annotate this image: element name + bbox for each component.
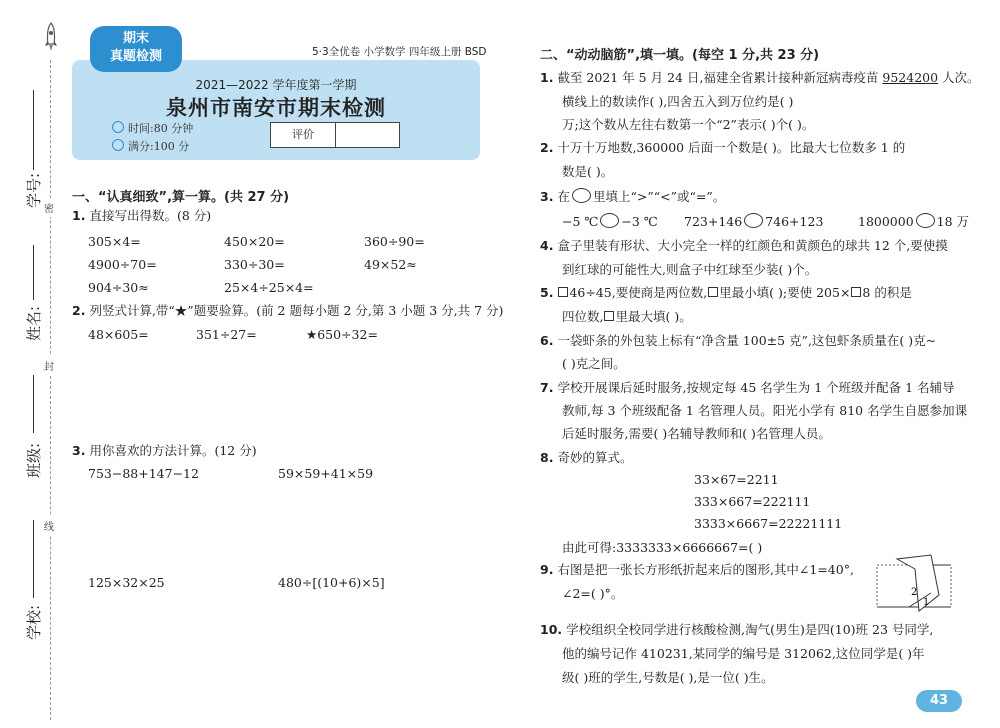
blank-square[interactable] [851,287,861,297]
p2-q10: 10. 学校组织全校同学进行核酸检测,淘气(男生)是四(10)班 23 号同学, [540,622,934,637]
exam-badge: 期末 真题检测 [90,26,182,72]
calc-item: 48×605= [88,327,149,342]
seal-word-mi: 密 [44,198,54,217]
compare-1: −5 ℃ −3 ℃ [562,214,658,229]
page-number: 43 [916,690,962,712]
p2-q10-line3: 级( )班的学生,号数是( ),是一位( )生。 [562,670,774,685]
p2-q8: 8. 奇妙的算式。 [540,450,633,465]
p2-q7-line2: 教师,每 3 个班级配备 1 名管理人员。阳光小学有 810 名学生自愿参加课 [562,403,968,418]
blank-circle[interactable] [572,188,591,203]
p2-q2: 2. 十万十万地数,360000 后面一个数是( )。比最大七位数多 1 的 [540,140,906,155]
calc-item: 59×59+41×59 [278,466,374,481]
p2-q6-line2: ( )克之间。 [562,356,626,371]
p2-q7-line3: 后延时服务,需要( )名辅导教师和( )名管理人员。 [562,426,831,441]
calc-item: 904÷30≈ [88,280,149,295]
school-year: 2021—2022 学年度第一学期 [195,78,357,92]
p2-q7: 7. 学校开展课后延时服务,按规定每 45 名学生为 1 个班级并配备 1 名辅导 [540,380,955,395]
check-icon [112,139,124,151]
clock-icon [112,121,124,133]
angle-1-label: 1 [923,597,930,608]
calc-item: 480÷[(10+6)×5] [278,575,385,590]
blank-square[interactable] [604,311,614,321]
blank-square[interactable] [558,287,568,297]
folded-paper-figure [875,553,955,613]
p2-q1-line3: 万;这个数从左往右数第一个“2”表示( )个( )。 [562,117,815,132]
calc-item: 330÷30= [224,257,285,272]
calc-item: 351÷27= [196,327,257,342]
equation: 333×667=222111 [694,494,811,509]
exam-time: 时间:80 分钟 [112,120,193,136]
evaluation-label: 评价 [271,123,336,147]
binding-margin [0,0,70,728]
p2-q2-line2: 数是( )。 [562,164,614,179]
evaluation-box[interactable] [270,122,400,148]
part2-heading: 二、“动动脑筋”,填一填。(每空 1 分,共 23 分) [540,48,820,63]
seal-word-feng: 封 [44,356,54,375]
seal-word-xian: 线 [44,516,54,535]
blank-circle[interactable] [744,213,763,228]
p2-q3: 3. 在 里填上“>”“<”或“=”。 [540,189,726,204]
series-label: 5·3全优卷 小学数学 四年级上册 BSD [312,46,487,58]
p1-q1: 1. 直接写出得数。(8 分) [72,208,212,223]
cut-line [50,60,51,720]
p2-q6: 6. 一袋虾条的外包装上标有“净含量 100±5 克”,这包虾条质量在( )克~ [540,333,937,348]
equation: 3333×6667=22221111 [694,516,843,531]
equation: 33×67=2211 [694,472,779,487]
page-title: 泉州市南安市期末检测 [166,96,386,120]
compare-3: 1800000 18 万 [858,214,970,229]
p2-q9-line2: ∠2=( )°。 [562,586,624,601]
calc-item: 305×4= [88,234,141,249]
calc-item: ★650÷32= [306,327,378,342]
p2-q5: 5. 46÷45,要使商是两位数, 里最小填( );要使 205× 8 的积是 [540,285,912,300]
rocket-icon [44,22,58,52]
p2-q4: 4. 盒子里装有形状、大小完全一样的红颜色和黄颜色的球共 12 个,要使摸 [540,238,948,253]
school-field[interactable]: 学校: [6,520,46,710]
p2-q1-line2: 横线上的数读作( ),四舍五入到万位约是( ) [562,94,794,109]
p2-q8-result: 由此可得:3333333×6666667=( ) [562,540,763,555]
calc-item: 450×20= [224,234,285,249]
calc-item: 753−88+147−12 [88,466,199,481]
compare-2: 723+146 746+123 [684,214,824,229]
student-number-field[interactable]: 学号: [6,90,46,240]
calc-item: 25×4÷25×4= [224,280,314,295]
p1-q2: 2. 列竖式计算,带“★”题要验算。(前 2 题每小题 2 分,第 3 小题 3 分,共 7 分) [72,303,504,318]
calc-item: 49×52≈ [364,257,417,272]
p2-q9: 9. 右图是把一张长方形纸折起来后的图形,其中∠1=40°, [540,562,854,577]
calc-item: 360÷90= [364,234,425,249]
calc-item: 125×32×25 [88,575,165,590]
p2-q4-line2: 到红球的可能性大,则盒子中红球至少装( )个。 [562,262,818,277]
angle-2-label: 2 [911,587,918,598]
blank-circle[interactable] [916,213,935,228]
blank-square[interactable] [708,287,718,297]
p1-q3: 3. 用你喜欢的方法计算。(12 分) [72,443,257,458]
name-field[interactable]: 姓名: [6,245,46,395]
part1-heading: 一、“认真细致”,算一算。(共 27 分) [72,190,290,205]
p2-q10-line2: 他的编号记作 410231,某同学的编号是 312062,这位同学是( )年 [562,646,925,661]
blank-circle[interactable] [600,213,619,228]
class-field[interactable]: 班级: [6,375,46,525]
exam-score: 满分:100 分 [112,138,189,154]
p2-q5-line2: 四位数, 里最大填( )。 [562,309,692,324]
p2-q1: 1. 截至 2021 年 5 月 24 日,福建全省累计接种新冠病毒疫苗 9524200 人次。 [540,70,980,85]
calc-item: 4900÷70= [88,257,157,272]
